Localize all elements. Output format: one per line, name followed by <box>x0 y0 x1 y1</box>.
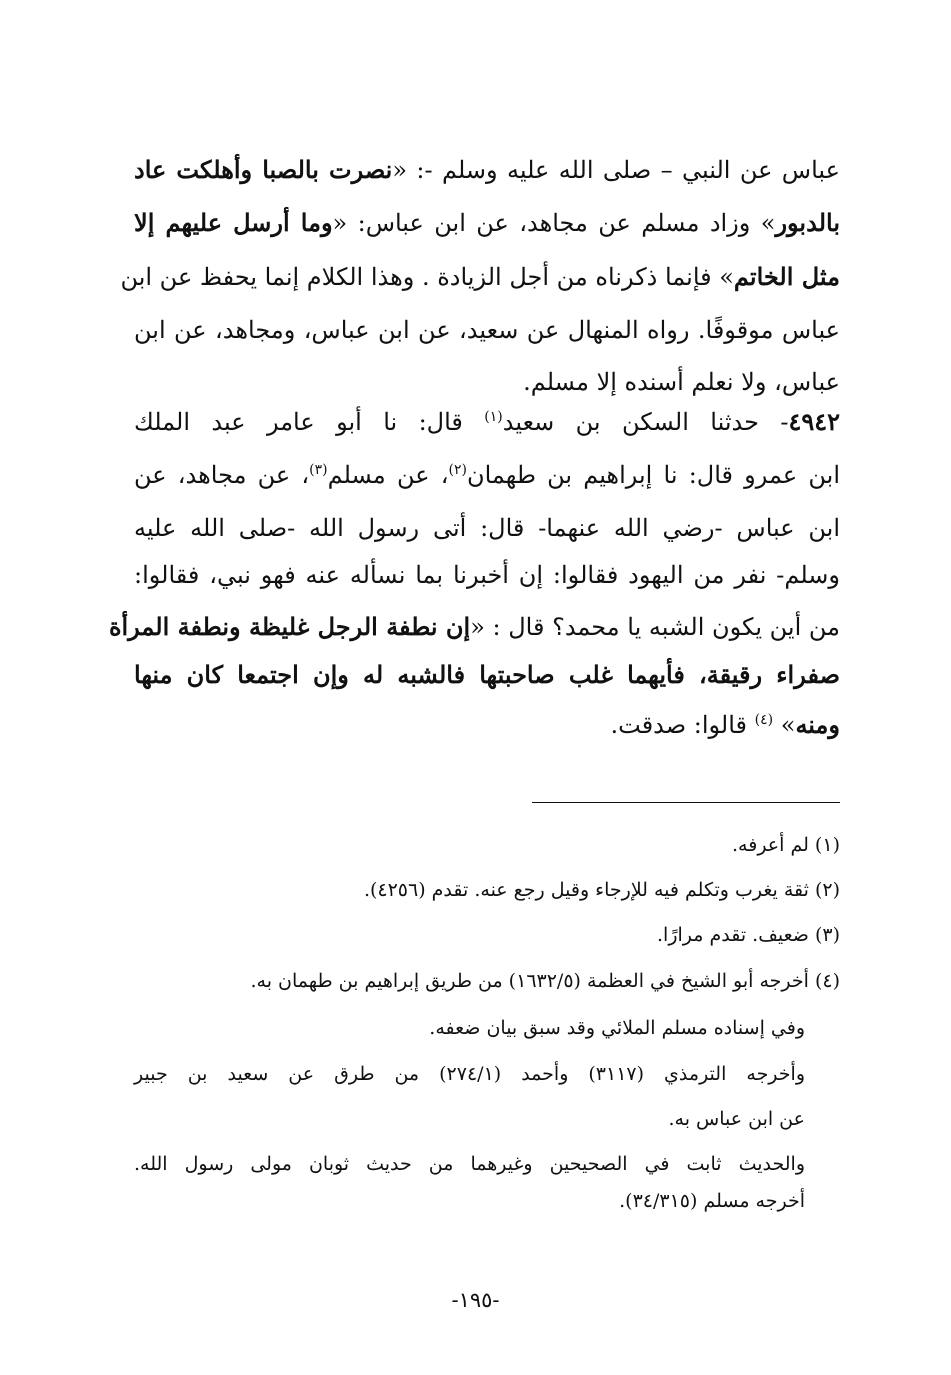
footnote-2: (٢) ثقة يغرب وتكلم فيه للإرجاء وقيل رجع عنه. تقدم (٤٢٥٦). <box>363 879 840 901</box>
bold-text-run: بالدبور <box>775 208 841 237</box>
text-run: عباس عن النبي – صلى الله عليه وسلم -: « <box>392 156 840 184</box>
footnote-3: (٣) ضعيف. تقدم مرارًا. <box>657 924 840 946</box>
footnote-separator <box>532 802 840 803</box>
footnote-4-line-2: وفي إسناده مسلم الملائي وقد سبق بيان ضعفه. <box>429 1017 805 1039</box>
text-run: ابن عمرو قال: نا إبراهيم بن طهمان <box>466 461 840 489</box>
text-run: وسلم- نفر من اليهود فقالوا: إن أخبرنا بما نسأله عنه فهو نبي، فقالوا: <box>134 561 840 589</box>
footnote-4: (٤) أخرجه أبو الشيخ في العظمة (١٦٣٢/٥) من طريق إبراهيم بن طهمان به. <box>250 970 840 992</box>
main-text-line <box>134 150 840 190</box>
text-run: » فإنما ذكرناه من أجل الزيادة . وهذا الكلام إنما يحفظ عن ابن <box>120 263 734 291</box>
bold-text-run: ٤٩٤٢ <box>788 407 840 436</box>
text-run: ، عن مجاهد، عن <box>134 461 310 489</box>
main-text-line <box>134 362 840 402</box>
footnote-4-line-5: والحديث ثابت في الصحيحين وغيرهما من حديث ثوبان مولى رسول الله. <box>134 1153 805 1175</box>
bold-text-run: مثل الخاتم <box>733 262 840 291</box>
bold-text-run: صفراء رقيقة، فأيهما غلب صاحبتها فالشبه له وإن اجتمعا كان منها <box>134 660 840 689</box>
bold-text-run: إن نطفة الرجل غليظة ونطفة المرأة <box>108 612 471 641</box>
text-run: » وزاد مسلم عن مجاهد، عن ابن عباس: « <box>332 209 776 237</box>
text-run: عباس، ولا نعلم أسنده إلا مسلم. <box>523 368 840 396</box>
main-text-line <box>134 402 840 442</box>
text-run: ، عن مسلم <box>327 461 449 489</box>
main-text-line <box>134 655 840 695</box>
bold-text-run: وما أرسل عليهم إلا <box>134 208 333 237</box>
footnote-4-line-3: وأخرجه الترمذي (٣١١٧) وأحمد (٢٧٤/١) من طرق عن سعيد بن جبير <box>134 1063 805 1085</box>
main-text-line <box>134 455 840 495</box>
footnote-reference: (١) <box>484 409 503 425</box>
text-run: - حدثنا السكن بن سعيد <box>502 408 789 436</box>
bold-text-run: نصرت بالصبا وأهلكت عاد <box>134 155 393 184</box>
footnote-1: (١) لم أعرفه. <box>732 834 840 856</box>
main-text-line <box>120 257 840 297</box>
footnote-reference: (٣) <box>309 462 328 478</box>
bold-text-run: ومنه <box>795 710 840 739</box>
footnote-4-line-6: أخرجه مسلم (٣٤/٣١٥). <box>619 1190 805 1212</box>
main-text-line <box>108 607 840 647</box>
text-run: قال: نا أبو عامر عبد الملك <box>134 408 485 436</box>
main-text-line <box>134 555 840 595</box>
text-run: من أين يكون الشبه يا محمد؟ قال : « <box>470 613 840 641</box>
text-run: ابن عباس -رضي الله عنهما- قال: أتى رسول الله -صلى الله عليه <box>134 514 840 542</box>
main-text-line <box>134 203 840 243</box>
footnote-reference: (٢) <box>448 462 467 478</box>
text-run: عباس موقوفًا. رواه المنهال عن سعيد، عن ابن عباس، ومجاهد، عن ابن <box>134 316 840 344</box>
page-number: -١٩٥- <box>451 1288 500 1312</box>
footnote-reference: (٤) <box>754 712 774 728</box>
main-text-line <box>134 705 840 745</box>
main-text-line <box>134 508 840 548</box>
text-run: » <box>773 711 796 739</box>
footnote-4-line-4: عن ابن عباس به. <box>668 1108 805 1130</box>
main-text-line <box>134 310 840 350</box>
text-run: قالوا: صدقت. <box>610 711 755 739</box>
